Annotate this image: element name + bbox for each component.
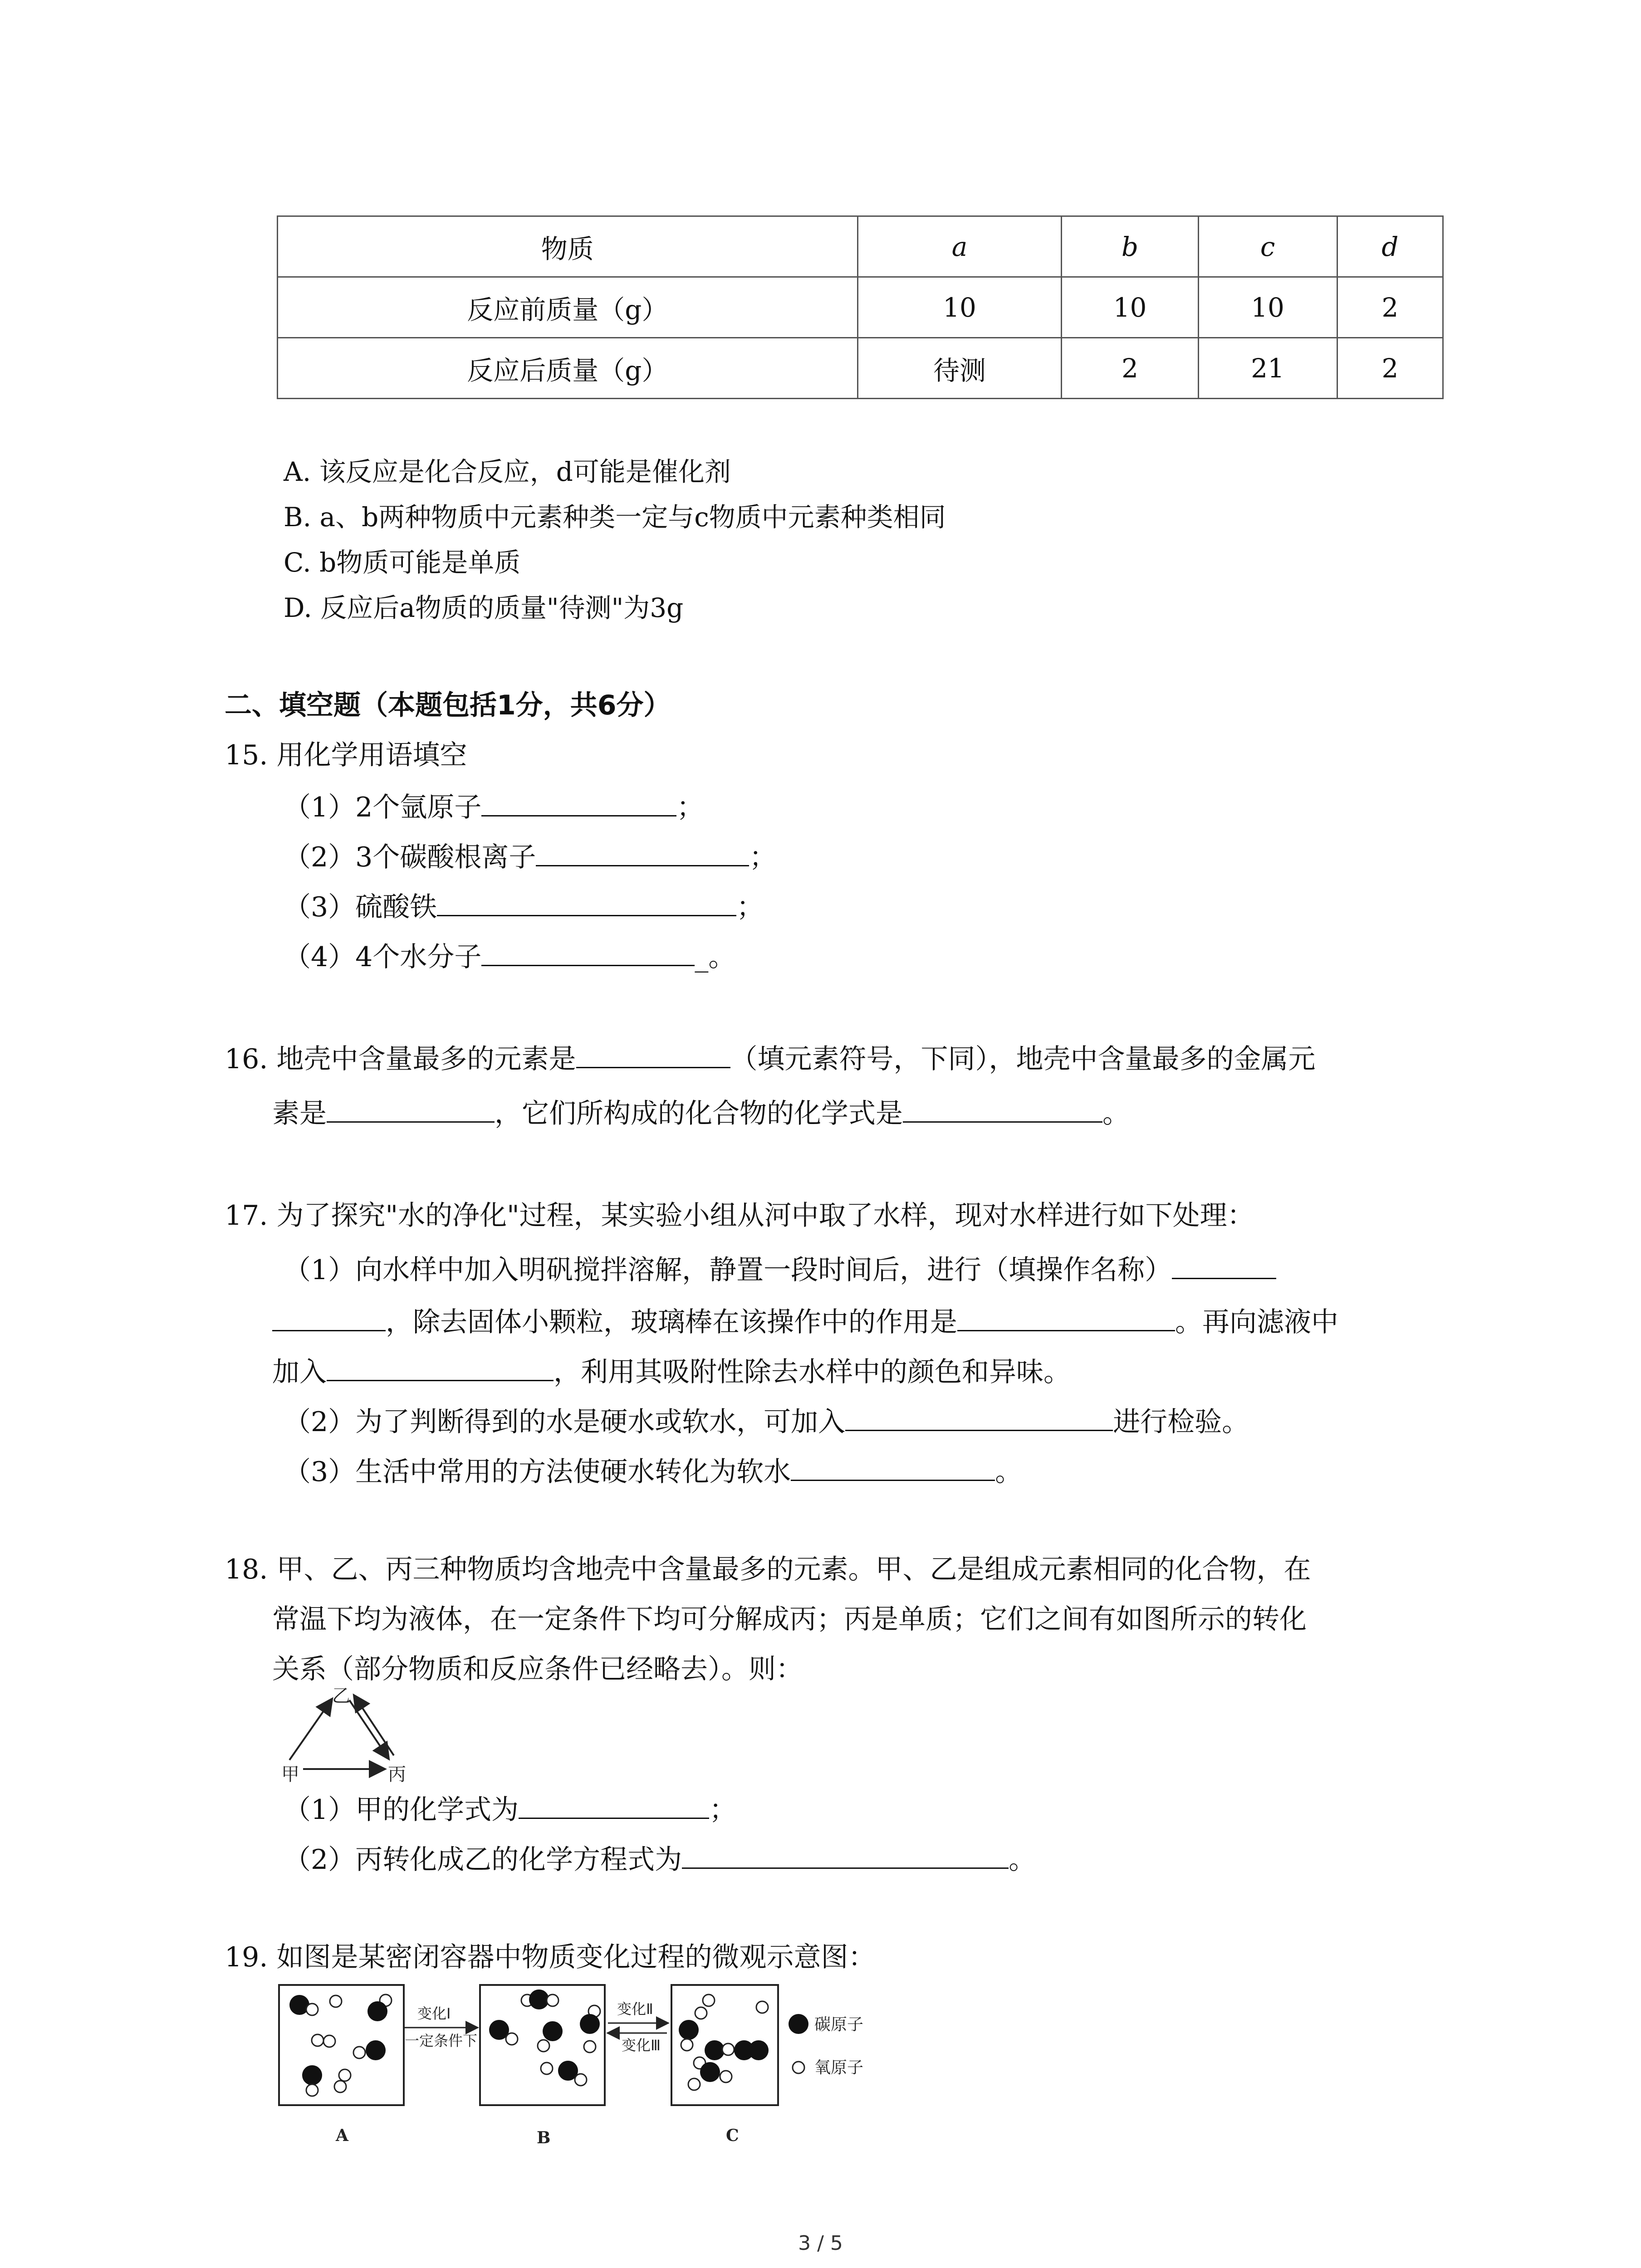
- q16-text: 16. 地壳中含量最多的元素是: [225, 1043, 576, 1075]
- node-bing: 丙: [388, 1764, 406, 1785]
- node-yi: 乙: [332, 1686, 350, 1706]
- answer-blank[interactable]: [682, 1839, 1009, 1869]
- q15-part3-text: （3）硫酸铁: [284, 891, 437, 923]
- answer-blank[interactable]: [327, 1352, 554, 1381]
- legend-oxygen-dot: [793, 2062, 804, 2073]
- q16-text: （填元素符号，下同），地壳中含量最多的金属元: [730, 1043, 1316, 1075]
- q16-line2: [272, 1093, 1130, 1132]
- table-cell: 待测: [857, 338, 1062, 399]
- arrow2-top-label: 变化Ⅱ: [617, 2000, 653, 2018]
- answer-blank[interactable]: [957, 1302, 1175, 1331]
- arrow-bing-yi: [355, 1696, 394, 1755]
- q19-stem: 19. 如图是某密闭容器中物质变化过程的微观示意图：: [225, 1941, 876, 1973]
- q18-part2: [284, 1839, 1036, 1878]
- box-label-a: A: [336, 2126, 348, 2145]
- legend-carbon-label: 碳原子: [814, 2015, 864, 2034]
- q15-part1-end: ；: [676, 792, 704, 823]
- q16-text: ，它们所构成的化合物的化学式是: [495, 1098, 903, 1129]
- q18-line2: 常温下均为液体，在一定条件下均可分解成丙；丙是单质；它们之间有如图所示的转化: [272, 1603, 1307, 1635]
- q17-text: ，除去固体小颗粒，玻璃棒在该操作中的作用是: [386, 1306, 957, 1338]
- table-cell: 2: [1337, 277, 1443, 338]
- molecules-c: [679, 1994, 769, 2090]
- table-cell: 反应前质量（g）: [278, 277, 858, 338]
- q17-text: 。再向滤液中: [1175, 1306, 1338, 1338]
- table-cell: 2: [1337, 338, 1443, 399]
- answer-blank[interactable]: [576, 1039, 730, 1068]
- q15-part1: [284, 787, 704, 826]
- q18-part1: [284, 1789, 736, 1828]
- q17-text: 进行检验。: [1113, 1406, 1249, 1438]
- box-label-b: B: [537, 2128, 551, 2147]
- q16-text: 素是: [272, 1098, 327, 1129]
- q17-text: （1）向水样中加入明矾搅拌溶解，静置一段时间后，进行（填操作名称）: [284, 1254, 1172, 1286]
- q17-stem: 17. 为了探究"水的净化"过程，某实验小组从河中取了水样，现对水样进行如下处理：: [225, 1200, 1254, 1232]
- molecules-b: [489, 1989, 600, 2086]
- table-cell: 10: [1198, 277, 1337, 338]
- q17-line3: [272, 1352, 1071, 1390]
- q17-text: 加入: [272, 1356, 327, 1388]
- table-header-cell: c: [1198, 216, 1337, 277]
- table-cell: 2: [1062, 338, 1198, 399]
- q15-part3: [284, 887, 764, 925]
- option-a: A. 该反应是化合反应，d可能是催化剂: [284, 456, 731, 487]
- molecules-a: [289, 1994, 392, 2096]
- answer-blank[interactable]: [437, 887, 736, 916]
- q18-line1: 18. 甲、乙、丙三种物质均含地壳中含量最多的元素。甲、乙是组成元素相同的化合物，在: [225, 1554, 1311, 1585]
- table-header-cell: a: [857, 216, 1062, 277]
- answer-blank[interactable]: [903, 1093, 1102, 1123]
- q15-part1-text: （1）2个氩原子: [284, 792, 482, 823]
- table-header-cell: 物质: [278, 216, 858, 277]
- q17-text: ，利用其吸附性除去水样中的颜色和异味。: [554, 1356, 1071, 1388]
- option-d: D. 反应后a物质的质量"待测"为3g: [284, 592, 684, 623]
- arrow1-top-label: 变化Ⅰ: [417, 2005, 451, 2022]
- micro-diagram: [272, 1982, 930, 2182]
- mass-table: [277, 215, 1444, 399]
- q17-line5: [284, 1452, 1022, 1490]
- q15-stem: 15. 用化学用语填空: [225, 739, 467, 771]
- legend-oxygen-label: 氧原子: [814, 2058, 864, 2077]
- table-cell: 反应后质量（g）: [278, 338, 858, 399]
- q18-text: （1）甲的化学式为: [284, 1794, 519, 1826]
- q17-text: （2）为了判断得到的水是硬水或软水，可加入: [284, 1406, 846, 1438]
- answer-blank[interactable]: [536, 837, 749, 866]
- section-title: 二、填空题（本题包括1分，共6分）: [225, 689, 671, 721]
- q15-part4: [284, 937, 735, 975]
- q15-part2: [284, 837, 776, 875]
- arrow2-bottom-label: 变化Ⅲ: [622, 2037, 661, 2054]
- answer-blank[interactable]: [481, 937, 695, 966]
- q17-line2: [272, 1302, 1338, 1340]
- answer-blank[interactable]: [845, 1402, 1113, 1431]
- answer-blank[interactable]: [481, 787, 676, 816]
- page-number: 3 / 5: [798, 2232, 843, 2255]
- q15-part2-end: ；: [749, 841, 777, 873]
- q18-text: （2）丙转化成乙的化学方程式为: [284, 1844, 682, 1876]
- node-jia: 甲: [281, 1764, 299, 1785]
- answer-blank[interactable]: [519, 1789, 709, 1819]
- option-b: B. a、b两种物质中元素种类一定与c物质中元素种类相同: [284, 502, 946, 533]
- answer-blank[interactable]: [272, 1302, 386, 1331]
- table-cell: 10: [857, 277, 1062, 338]
- q15-part2-text: （2）3个碳酸根离子: [284, 841, 536, 873]
- conversion-diagram: [272, 1683, 417, 1787]
- answer-blank[interactable]: [327, 1093, 495, 1123]
- q18-text: 。: [1009, 1844, 1036, 1876]
- arrow-yi-bing: [349, 1700, 388, 1758]
- q15-part4-end: _。: [695, 941, 736, 973]
- option-c: C. b物质可能是单质: [284, 547, 521, 578]
- table-header-cell: b: [1062, 216, 1198, 277]
- q17-line1: [284, 1250, 1276, 1288]
- table-cell: 21: [1198, 338, 1337, 399]
- answer-blank[interactable]: [1172, 1250, 1276, 1279]
- q17-text: 。: [995, 1456, 1023, 1488]
- table-header-row: [278, 216, 1443, 277]
- answer-blank[interactable]: [791, 1452, 995, 1481]
- q16-line1: [225, 1039, 1316, 1077]
- q15-part3-end: ；: [736, 891, 764, 923]
- q17-line4: [284, 1402, 1249, 1440]
- arrow1-bottom-label: 一定条件下: [405, 2032, 478, 2049]
- table-cell: 10: [1062, 277, 1198, 338]
- q17-text: （3）生活中常用的方法使硬水转化为软水: [284, 1456, 791, 1488]
- q18-text: ；: [709, 1794, 737, 1826]
- table-row: [278, 277, 1443, 338]
- q18-line3: 关系（部分物质和反应条件已经略去）。则：: [272, 1653, 803, 1685]
- arrow-jia-yi: [289, 1700, 331, 1760]
- table-row: [278, 338, 1443, 399]
- table-header-cell: d: [1337, 216, 1443, 277]
- legend-carbon-dot: [789, 2014, 808, 2034]
- q15-part4-text: （4）4个水分子: [284, 941, 482, 973]
- q16-text: 。: [1102, 1098, 1130, 1129]
- box-label-c: C: [726, 2126, 739, 2145]
